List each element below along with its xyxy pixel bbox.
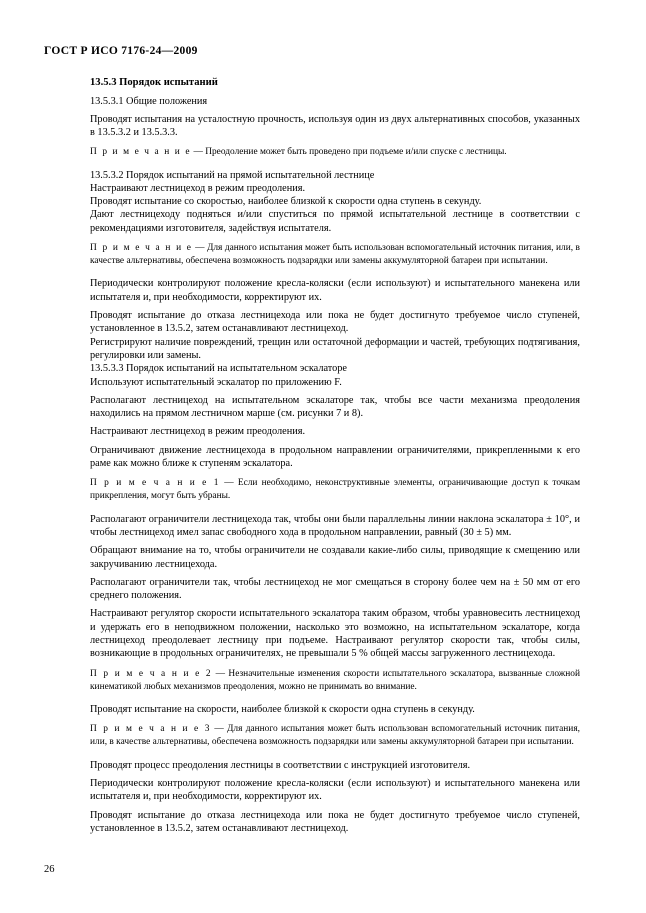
paragraph-general-methods: Проводят испытания на усталостную прочность, используя один из двух альтернативных способов, указанных в 13.5.3.2 и 13.5.3.3. <box>90 113 580 138</box>
note-text: — Для данного испытания может быть использован вспомогательный источник питания, или, в качестве альтернативы, обеспечена возможность подзарядки или замены аккумуляторной батареи при испытании. <box>90 724 580 748</box>
note-2-speed-variations <box>72 668 580 694</box>
paragraph-test-speed-2: Проводят испытание на скорости, наиболее близкой к скорости одна ступень в секунду. <box>90 704 475 716</box>
paragraph-restraint-no-forces: Обращают внимание на то, чтобы ограничители не создавали какие-либо силы, приводящие к смещению или закручиванию лестницехода. <box>90 545 580 570</box>
paragraph-restrict-longitudinal-motion: Ограничивают движение лестницехода в продольном направлении ограничителями, прикрепленными к его раме как можно ближе к ступеням эскалатора. <box>90 444 580 470</box>
note-overcoming <box>72 146 580 159</box>
note-label: П р и м е ч а н и е 1 <box>90 478 221 489</box>
section-heading-13-5-3: 13.5.3 Порядок испытаний <box>90 77 218 88</box>
paragraph-restraint-alignment: Располагают ограничители лестницехода так, чтобы они были параллельны линии наклона эскалатора ± 10°, и чтобы лестницеход имел запас свободного хода в продольном направлении, равный (30 ± 5) мм. <box>90 513 580 538</box>
paragraph-ascend-descend: Дают лестницеходу подняться и/или спуститься по прямой испытательной лестнице в соответствии с рекомендациями изготовителя, задействуя испытателя. <box>90 209 580 234</box>
paragraph-monitor-position-1: Периодически контролируют положение кресла-коляски (если используют) и испытательного манекена или испытателя и, при необходимости, корректируют их. <box>90 278 580 303</box>
document-header: ГОСТ Р ИСО 7176-24—2009 <box>44 45 198 57</box>
note-power-supply-1 <box>72 242 580 268</box>
note-label: П р и м е ч а н и е <box>90 147 192 158</box>
note-1-nonstructural <box>72 477 580 503</box>
paragraph-manufacturer-instructions: Проводят процесс преодоления лестницы в соответствии с инструкцией изготовителя. <box>90 759 471 771</box>
section-heading-13-5-3-1: 13.5.3.1 Общие положения <box>90 96 208 108</box>
note-label: П р и м е ч а н и е <box>90 243 193 254</box>
note-text: — Для данного испытания может быть использован вспомогательный источник питания, или, в качестве альтернативы, обеспечена возможность подзарядки или замены аккумуляторной батареи при испытании. <box>90 243 580 267</box>
paragraph-test-until-failure-2: Проводят испытание до отказа лестницехода или пока не будет достигнуто требуемое число ступеней, установленное в 13.5.2, затем останавливают лестницеход. <box>90 809 580 834</box>
paragraph-test-until-failure-1: Проводят испытание до отказа лестницехода или пока не будет достигнуто требуемое число ступеней, установленное в 13.5.2, затем останавливают лестницеход. <box>90 310 580 335</box>
paragraph-position-on-escalator: Располагают лестницеход на испытательном эскалаторе так, чтобы все части механизма преодоления находились на прямом лестничном марше (см. рисунки 7 и 8). <box>90 394 580 420</box>
note-text: — Если необходимо, неконструктивные элементы, ограничивающие доступ к точкам прикрепления, могут быть убраны. <box>90 478 580 502</box>
paragraph-test-speed: Проводят испытание со скоростью, наиболее близкой к скорости одна ступень в секунду. <box>90 196 482 208</box>
paragraph-13-5-3-3-title: 13.5.3.3 Порядок испытаний на испытательном эскалаторе <box>90 363 348 375</box>
paragraph-record-damage: Регистрируют наличие повреждений, трещин или остаточной деформации и частей, требующих подтягивания, регулировки или замены. <box>90 336 580 361</box>
note-3-power-supply <box>72 723 580 749</box>
document-body <box>72 76 580 835</box>
paragraph-lateral-limit: Располагают ограничители так, чтобы лестницеход не мог смещаться в сторону более чем на ± 50 мм от его среднего положения. <box>90 576 580 602</box>
paragraph-13-5-3-2-title: 13.5.3.2 Порядок испытаний на прямой испытательной лестнице <box>90 169 375 181</box>
note-label: П р и м е ч а н и е 3 <box>90 724 212 735</box>
page-number: 26 <box>44 864 55 875</box>
note-text: — Преодоление может быть проведено при подъеме и/или спуске с лестницы. <box>191 147 507 158</box>
paragraph-use-escalator: Используют испытательный эскалатор по приложению F. <box>90 376 342 388</box>
note-label: П р и м е ч а н и е 2 <box>90 668 213 679</box>
note-text: — Незначительные изменения скорости испытательного эскалатора, вызванные сложной кинематикой любых механизмов преодоления, можно не принимать во внимание. <box>90 668 580 692</box>
paragraph-monitor-position-2: Периодически контролируют положение кресла-коляски (если используют) и испытательного манекена или испытателя и, при необходимости, корректируют их. <box>90 778 580 803</box>
paragraph-set-climb-mode-2: Настраивают лестницеход в режим преодоления. <box>90 426 306 438</box>
paragraph-set-climb-mode: Настраивают лестницеход в режим преодоления. <box>90 182 306 194</box>
paragraph-speed-controller: Настраивают регулятор скорости испытательного эскалатора таким образом, чтобы уравновесить лестницеход и удержать его в неподвижном положении, насколько это возможно, на испытательном эскалаторе, когда лестницеход преодолевает лестницу при подъеме. Настраивают регулятор скорости так, чтобы силы, возникающие в продольных ограничителях, не превышали 5 % общей массы загруженного лестницехода. <box>90 608 580 660</box>
